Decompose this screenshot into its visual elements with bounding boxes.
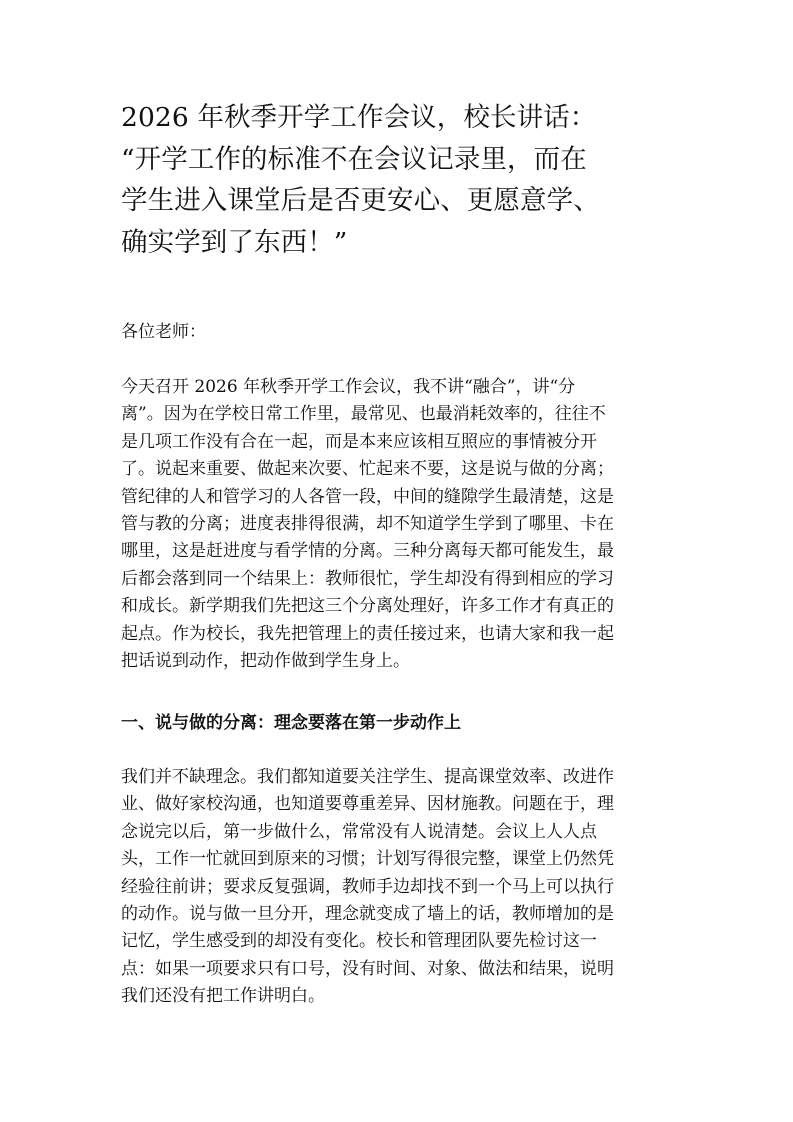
title-line: “开学工作的标准不在会议记录里，而在 <box>121 143 587 175</box>
paragraph-line: 离”。因为在学校日常工作里，最常见、也最消耗效率的，往往不 <box>121 404 606 425</box>
paragraph-line: 是几项工作没有合在一起，而是本来应该相互照应的事情被分开 <box>121 431 597 452</box>
paragraph-line: 管纪律的人和管学习的人各管一段，中间的缝隙学生最清楚，这是 <box>121 486 614 507</box>
paragraph-line: 念说完以后，第一步做什么，常常没有人说清楚。会议上人人点 <box>121 821 597 842</box>
document-title <box>121 97 673 263</box>
paragraph-line: 头，工作一忙就回到原来的习惯；计划写得很完整，课堂上仍然凭 <box>121 849 614 870</box>
paragraph-line: 把话说到动作，把动作做到学生身上。 <box>121 651 410 672</box>
section-heading: 一、说与做的分离：理念要落在第一步动作上 <box>121 713 461 733</box>
intro-paragraph <box>121 374 673 675</box>
paragraph-line: 后都会落到同一个结果上：教师很忙，学生却没有得到相应的学习 <box>121 568 614 589</box>
paragraph-line: 点：如果一项要求只有口号，没有时间、对象、做法和结果，说明 <box>121 958 614 979</box>
paragraph-line: 业、做好家校沟通，也知道要尊重差异、因材施教。问题在于，理 <box>121 794 614 815</box>
paragraph-line: 起点。作为校长，我先把管理上的责任接过来，也请大家和我一起 <box>121 623 614 644</box>
paragraph-line: 经验往前讲；要求反复强调，教师手边却找不到一个马上可以执行 <box>121 876 614 897</box>
paragraph-line: 管与教的分离；进度表排得很满，却不知道学生学到了哪里、卡在 <box>121 514 614 535</box>
title-line: 确实学到了东西！” <box>121 226 348 258</box>
title-line: 学生进入课堂后是否更安心、更愿意学、 <box>121 185 600 216</box>
paragraph-line: 我们还没有把工作讲明白。 <box>121 986 325 1007</box>
paragraph-line: 和成长。新学期我们先把这三个分离处理好，许多工作才有真正的 <box>121 596 614 617</box>
greeting: 各位老师： <box>121 322 206 342</box>
paragraph-line: 记忆，学生感受到的却没有变化。校长和管理团队要先检讨这一 <box>121 931 597 952</box>
section-paragraph <box>121 764 673 1011</box>
paragraph-line: 了。说起来重要、做起来次要、忙起来不要，这是说与做的分离； <box>121 459 614 480</box>
paragraph-line: 我们并不缺理念。我们都知道要关注学生、提高课堂效率、改进作 <box>121 767 614 787</box>
paragraph-line: 今天召开 2026 年秋季开学工作会议，我不讲“融合”，讲“分 <box>121 377 576 397</box>
title-line: 2026 年秋季开学工作会议，校长讲话： <box>121 102 597 133</box>
paragraph-line: 哪里，这是赶进度与看学情的分离。三种分离每天都可能发生，最 <box>121 541 614 562</box>
paragraph-line: 的动作。说与做一旦分开，理念就变成了墙上的话，教师增加的是 <box>121 904 614 925</box>
